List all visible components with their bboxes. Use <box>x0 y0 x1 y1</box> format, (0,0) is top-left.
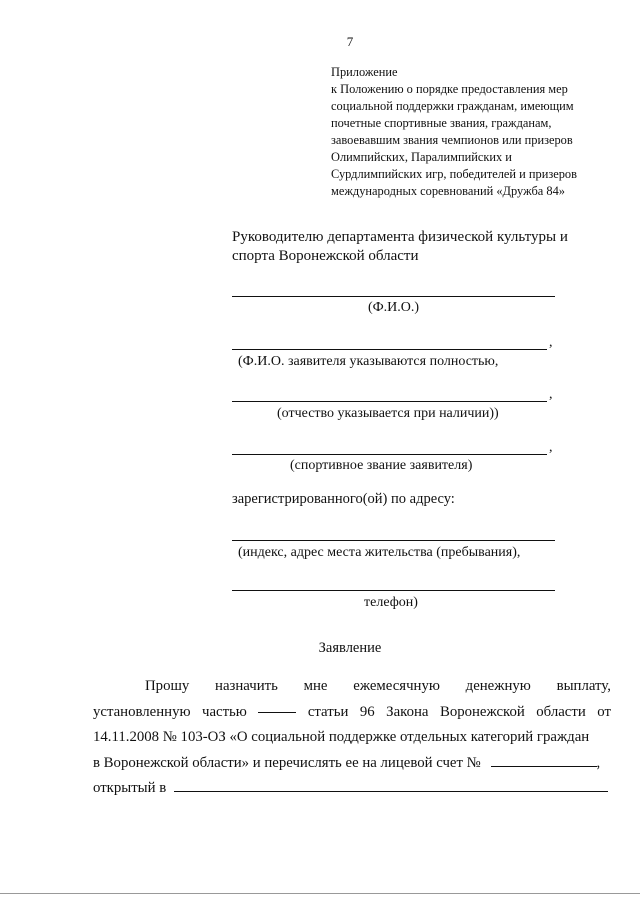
comma: , <box>549 387 553 402</box>
phone-caption: телефон) <box>364 595 418 610</box>
applicant-name-input-line[interactable] <box>232 349 547 350</box>
patronymic-caption: (отчество указывается при наличии)) <box>277 406 499 421</box>
word: установленную <box>93 703 191 720</box>
statement-body <box>93 674 611 802</box>
patronymic-input-line[interactable] <box>232 401 547 402</box>
statement-heading: Заявление <box>318 640 382 656</box>
sports-title-caption: (спортивное звание заявителя) <box>290 458 473 473</box>
appendix-line: завоевавшим звания чемпионов или призеров <box>331 133 573 147</box>
word: назначить <box>215 678 278 694</box>
appendix-line: почетные спортивные звания, гражданам, <box>331 116 552 130</box>
word: мне <box>303 678 328 694</box>
appendix-line: Приложение <box>331 65 398 79</box>
appendix-line: социальной поддержки гражданам, имеющим <box>331 99 574 113</box>
appendix-line: к Положению о порядке предоставления мер <box>331 82 568 96</box>
part-number-input-line[interactable] <box>258 700 296 713</box>
addressee-line: спорта Воронежской области <box>232 248 419 264</box>
sports-title-input-line[interactable] <box>232 454 547 455</box>
word: области <box>536 703 586 720</box>
fio-input-line[interactable] <box>232 296 555 297</box>
word: ежемесячную <box>353 678 440 694</box>
word: Воронежской <box>439 703 525 720</box>
applicant-caption: (Ф.И.О. заявителя указываются полностью, <box>238 354 499 369</box>
appendix-line: Сурдлимпийских игр, победителей и призеров <box>331 167 577 181</box>
address-input-line[interactable] <box>232 540 555 541</box>
word: денежную <box>465 678 531 694</box>
addressee-line: Руководителю департамента физической культуры и <box>232 229 568 245</box>
word: выплату, <box>556 678 611 694</box>
word: Прошу <box>145 678 190 694</box>
fio-caption: (Ф.И.О.) <box>367 300 420 315</box>
comma: , <box>549 440 553 455</box>
word: от <box>597 703 611 720</box>
statement-line-4 <box>93 751 611 777</box>
page-bottom-edge <box>0 893 640 894</box>
addressee-block <box>232 228 632 266</box>
word: 96 <box>359 703 375 720</box>
account-number-input-line[interactable] <box>491 754 597 767</box>
statement-text: в Воронежской области» и перечислять ее на лицевой счет № <box>93 754 481 771</box>
word: частью <box>202 703 247 720</box>
bank-input-line[interactable] <box>174 779 608 792</box>
statement-line-2 <box>93 700 611 726</box>
appendix-line: международных соревнований «Дружба 84» <box>331 184 565 198</box>
comma: , <box>596 754 601 771</box>
phone-input-line[interactable] <box>232 590 555 591</box>
statement-line-3: 14.11.2008 № 103-ОЗ «О социальной поддержке отдельных категорий граждан <box>93 729 590 745</box>
word: Закона <box>386 703 429 720</box>
statement-line-1 <box>93 674 611 700</box>
statement-text: открытый в <box>93 780 167 796</box>
page-number: 7 <box>346 34 354 49</box>
comma: , <box>549 335 553 350</box>
appendix-line: Олимпийских, Паралимпийских и <box>331 150 512 164</box>
statement-line-5 <box>93 776 611 802</box>
word: статьи <box>307 703 349 720</box>
appendix-header <box>331 64 631 200</box>
address-caption: (индекс, адрес места жительства (пребывания), <box>238 545 521 560</box>
registered-label: зарегистрированного(ой) по адресу: <box>232 491 455 507</box>
